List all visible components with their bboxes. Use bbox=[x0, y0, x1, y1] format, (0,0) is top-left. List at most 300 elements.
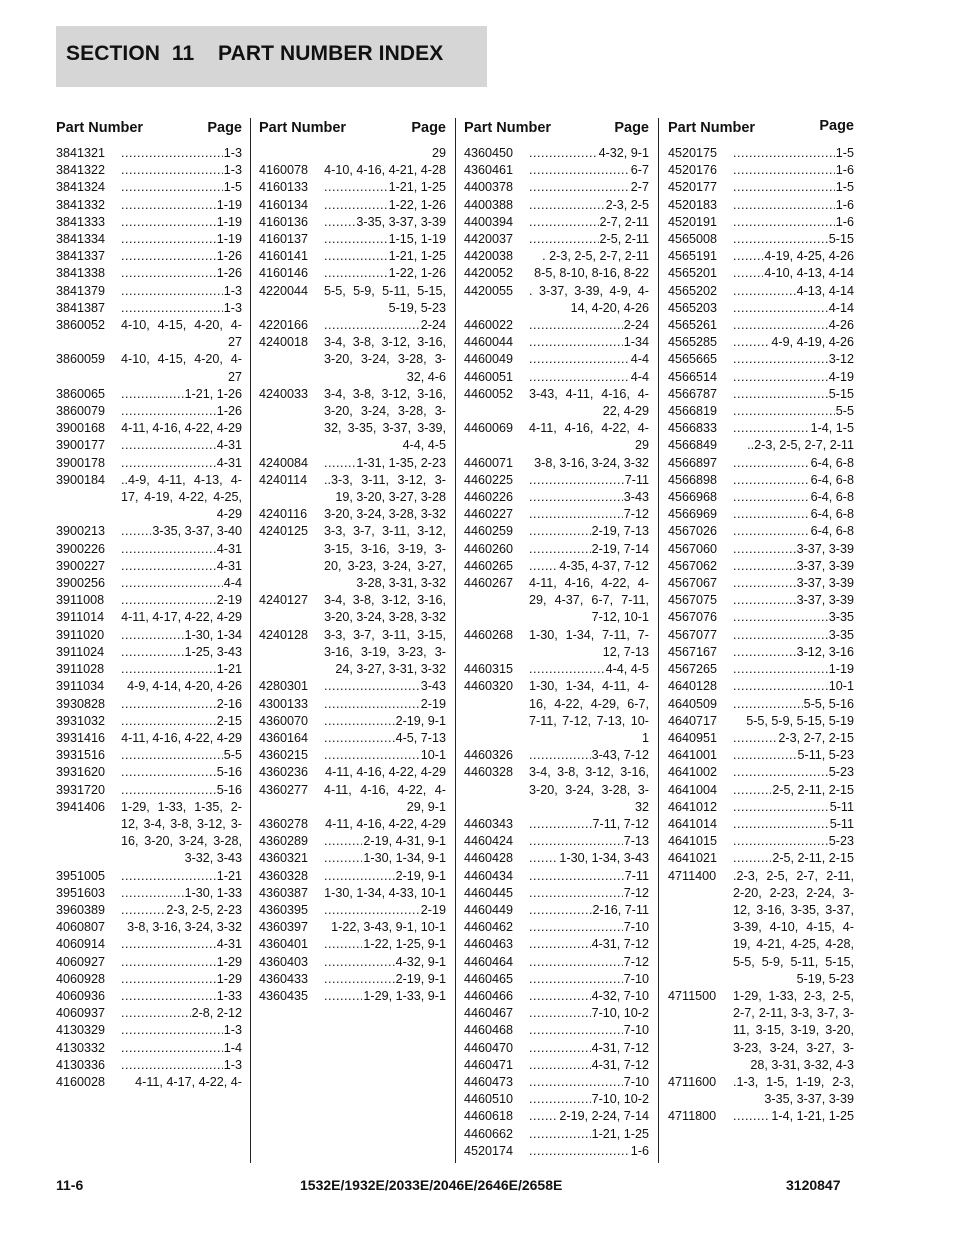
dot-leader bbox=[733, 592, 796, 609]
page-reference: 4-10, 4-16, 4-21, 4-28 bbox=[324, 163, 446, 178]
part-number: 4240116 bbox=[259, 507, 308, 522]
dot-leader bbox=[121, 782, 216, 799]
page-reference bbox=[529, 850, 649, 867]
index-row bbox=[668, 145, 854, 162]
page-reference bbox=[121, 868, 242, 885]
part-number: 4566833 bbox=[668, 421, 718, 436]
page-reference: 5-5, 5-9, 5-11, 5-15, 5-19, 5-23 bbox=[324, 283, 446, 315]
index-row bbox=[464, 351, 649, 368]
page-reference bbox=[121, 747, 242, 764]
index-row bbox=[56, 283, 242, 300]
page-text: 1-34 bbox=[623, 335, 649, 350]
index-row bbox=[668, 179, 854, 196]
page-text: 1-4, 1-5 bbox=[810, 421, 854, 436]
index-row bbox=[464, 575, 649, 627]
part-number: 4460434 bbox=[464, 868, 514, 883]
index-row bbox=[56, 403, 242, 420]
part-number: 4460468 bbox=[464, 1023, 514, 1038]
index-row bbox=[56, 1040, 242, 1057]
page-text: 2-19, 9-1 bbox=[395, 713, 446, 728]
part-number: 4240125 bbox=[259, 524, 309, 539]
column-header bbox=[56, 118, 242, 140]
index-row bbox=[56, 1022, 242, 1039]
page-text: 1-5 bbox=[835, 180, 854, 195]
page-reference bbox=[529, 1143, 649, 1160]
page-reference bbox=[121, 592, 242, 609]
part-number: 4565203 bbox=[668, 300, 718, 315]
part-number: 4460328 bbox=[464, 765, 514, 780]
part-number: 4360321 bbox=[259, 851, 309, 866]
page-reference bbox=[733, 283, 854, 300]
index-row bbox=[56, 644, 242, 661]
page-text: 5-15 bbox=[828, 386, 854, 401]
dot-leader bbox=[529, 145, 598, 162]
footer-doc-number: 3120847 bbox=[786, 1177, 841, 1193]
index-row bbox=[464, 1074, 649, 1091]
part-number: 4460462 bbox=[464, 920, 514, 935]
part-number: 4460226 bbox=[464, 490, 514, 505]
dot-leader bbox=[733, 523, 810, 540]
part-number: 4460227 bbox=[464, 507, 514, 522]
dot-leader bbox=[733, 799, 829, 816]
page-reference bbox=[121, 627, 242, 644]
dot-leader bbox=[121, 386, 184, 403]
dot-leader bbox=[529, 868, 624, 885]
page-text: 1-30, 1-33 bbox=[184, 885, 242, 900]
part-number: 4566969 bbox=[668, 507, 718, 522]
index-row bbox=[668, 627, 854, 644]
part-number: 4060937 bbox=[56, 1006, 106, 1021]
page-reference bbox=[733, 696, 854, 713]
page-reference bbox=[324, 231, 446, 248]
part-number: 4280301 bbox=[259, 679, 309, 694]
page-reference bbox=[324, 713, 446, 730]
index-row bbox=[56, 214, 242, 231]
page-reference bbox=[733, 197, 854, 214]
dot-leader bbox=[324, 850, 362, 867]
index-row bbox=[464, 558, 649, 575]
dot-leader bbox=[121, 523, 151, 540]
part-number: 4240033 bbox=[259, 386, 309, 401]
dot-leader bbox=[529, 162, 630, 179]
page-text: 4-31 bbox=[216, 455, 242, 470]
dot-leader bbox=[121, 541, 216, 558]
part-number: 4566819 bbox=[668, 404, 718, 419]
part-number: 4420038 bbox=[464, 249, 514, 264]
page-reference bbox=[733, 214, 854, 231]
page-reference bbox=[733, 162, 854, 179]
part-number: 4567077 bbox=[668, 627, 718, 642]
dot-leader bbox=[733, 558, 796, 575]
page-text: 1-3 bbox=[223, 300, 242, 315]
index-row bbox=[464, 816, 649, 833]
page-reference bbox=[121, 782, 242, 799]
dot-leader bbox=[324, 248, 388, 265]
part-number: 3930828 bbox=[56, 696, 106, 711]
page-reference bbox=[733, 764, 854, 781]
page-reference: 4-10, 4-15, 4-20, 4-27 bbox=[121, 318, 242, 350]
part-number: 4460069 bbox=[464, 421, 514, 436]
page-text: 7-11, 7-12 bbox=[592, 816, 649, 831]
page-text: 5-15 bbox=[828, 232, 854, 247]
dot-leader bbox=[324, 971, 395, 988]
part-number: 3841332 bbox=[56, 197, 106, 212]
page-text: 4-13, 4-14 bbox=[796, 283, 854, 298]
part-number: 4460424 bbox=[464, 834, 514, 849]
dot-leader bbox=[324, 868, 395, 885]
page-reference bbox=[121, 902, 242, 919]
dot-leader bbox=[733, 351, 828, 368]
dot-leader bbox=[121, 713, 216, 730]
page-reference bbox=[733, 558, 854, 575]
page-text: 4-31 bbox=[216, 541, 242, 556]
part-number: 4565008 bbox=[668, 232, 718, 247]
page-reference bbox=[121, 214, 242, 231]
dot-leader bbox=[733, 850, 771, 867]
part-number: 4641014 bbox=[668, 816, 718, 831]
dot-leader bbox=[121, 1057, 223, 1074]
index-row bbox=[464, 472, 649, 489]
dot-leader bbox=[529, 1091, 591, 1108]
dot-leader bbox=[121, 197, 216, 214]
part-number: 3951005 bbox=[56, 868, 106, 883]
index-row bbox=[668, 523, 854, 540]
dot-leader bbox=[121, 214, 216, 231]
page-text: 4-31 bbox=[216, 937, 242, 952]
header-part-number: Part Number bbox=[259, 120, 347, 136]
part-number: 4640128 bbox=[668, 679, 718, 694]
index-row bbox=[56, 885, 242, 902]
dot-leader bbox=[121, 902, 165, 919]
index-row bbox=[668, 248, 854, 265]
dot-leader bbox=[121, 764, 216, 781]
index-row bbox=[56, 300, 242, 317]
page-reference bbox=[324, 678, 446, 695]
part-number: 4641002 bbox=[668, 765, 718, 780]
page-reference bbox=[733, 420, 854, 437]
index-row bbox=[464, 627, 649, 661]
dot-leader bbox=[121, 1040, 223, 1057]
page-text: 2-16, 7-11 bbox=[592, 902, 649, 917]
header-part-number: Part Number bbox=[56, 120, 144, 136]
dot-leader bbox=[529, 936, 591, 953]
dot-leader bbox=[121, 592, 216, 609]
dot-leader bbox=[324, 730, 395, 747]
index-row bbox=[56, 575, 242, 592]
index-row bbox=[668, 472, 854, 489]
dot-leader bbox=[733, 300, 828, 317]
index-row bbox=[668, 575, 854, 592]
index-row bbox=[668, 833, 854, 850]
index-row bbox=[668, 782, 854, 799]
part-number: 4460051 bbox=[464, 369, 514, 384]
page-text: 6-4, 6-8 bbox=[810, 524, 854, 539]
index-row bbox=[56, 782, 242, 799]
index-row bbox=[464, 506, 649, 523]
page-reference bbox=[529, 162, 649, 179]
part-number: 4460326 bbox=[464, 748, 514, 763]
part-number: 3900178 bbox=[56, 455, 106, 470]
page-text: 7-10, 10-2 bbox=[591, 1092, 649, 1107]
part-number: 4565261 bbox=[668, 318, 718, 333]
index-row bbox=[56, 713, 242, 730]
page-reference bbox=[121, 386, 242, 403]
page-reference bbox=[733, 799, 854, 816]
part-number: 4460467 bbox=[464, 1006, 514, 1021]
page-reference bbox=[324, 971, 446, 988]
page-text: 1-6 bbox=[835, 163, 854, 178]
index-row bbox=[259, 919, 446, 936]
part-number: 4130329 bbox=[56, 1023, 106, 1038]
page-text: 4-4 bbox=[630, 369, 649, 384]
index-row bbox=[56, 162, 242, 179]
dot-leader bbox=[529, 351, 630, 368]
index-row bbox=[668, 678, 854, 695]
index-row bbox=[668, 730, 854, 747]
page-reference bbox=[733, 747, 854, 764]
part-number: 4060914 bbox=[56, 937, 106, 952]
page-reference bbox=[733, 334, 854, 351]
index-row bbox=[668, 334, 854, 351]
page-text: 1-21 bbox=[216, 662, 242, 677]
page-reference bbox=[733, 661, 854, 678]
dot-leader bbox=[121, 868, 216, 885]
part-number: 4565202 bbox=[668, 283, 718, 298]
page-text: 6-4, 6-8 bbox=[810, 507, 854, 522]
index-rows bbox=[464, 145, 649, 1160]
page-reference bbox=[529, 231, 649, 248]
part-number: 4460022 bbox=[464, 318, 514, 333]
dot-leader bbox=[529, 850, 558, 867]
page-reference bbox=[324, 988, 446, 1005]
page-text: 7-11 bbox=[624, 868, 649, 883]
page-reference bbox=[324, 850, 446, 867]
index-row bbox=[259, 885, 446, 902]
index-row bbox=[56, 386, 242, 403]
dot-leader bbox=[121, 661, 216, 678]
page-text: 2-3, 2-5 bbox=[605, 197, 649, 212]
dot-leader bbox=[529, 523, 591, 540]
index-row bbox=[259, 592, 446, 626]
index-row bbox=[668, 713, 854, 730]
dot-leader bbox=[529, 1126, 591, 1143]
part-number: 4360387 bbox=[259, 885, 309, 900]
page-text: 4-32, 9-1 bbox=[395, 954, 446, 969]
part-number: 4400388 bbox=[464, 197, 514, 212]
page-reference bbox=[121, 988, 242, 1005]
index-row bbox=[56, 678, 242, 695]
index-row bbox=[259, 816, 446, 833]
part-number: 4130336 bbox=[56, 1057, 106, 1072]
dot-leader bbox=[733, 541, 796, 558]
page-text: 4-31 bbox=[216, 558, 242, 573]
page-reference bbox=[121, 1057, 242, 1074]
index-row bbox=[668, 386, 854, 403]
page-text: 4-5, 7-13 bbox=[395, 730, 446, 745]
index-row bbox=[259, 334, 446, 386]
page-reference bbox=[733, 506, 854, 523]
dot-leader bbox=[324, 747, 420, 764]
dot-leader bbox=[733, 575, 796, 592]
page-text: 1-3 bbox=[223, 163, 242, 178]
page-reference: 3-4, 3-8, 3-12, 3-16, 3-20, 3-24, 3-28, 3-32 bbox=[324, 593, 446, 625]
part-number: 4060936 bbox=[56, 988, 106, 1003]
index-row bbox=[464, 936, 649, 953]
page-reference: .1-3, 1-5, 1-19, 2-3, 3-35, 3-37, 3-39 bbox=[733, 1074, 854, 1107]
index-row bbox=[668, 592, 854, 609]
page-reference bbox=[324, 455, 446, 472]
page-reference bbox=[324, 179, 446, 196]
page-text: 1-6 bbox=[630, 1143, 649, 1158]
dot-leader bbox=[121, 696, 216, 713]
index-row bbox=[56, 971, 242, 988]
page-text: 10-1 bbox=[828, 679, 854, 694]
header-page: Page bbox=[411, 120, 446, 136]
page-text: 5-5 bbox=[223, 748, 242, 763]
page-reference bbox=[529, 1057, 649, 1074]
part-number: 4520183 bbox=[668, 197, 718, 212]
page-text: 2-3, 2-7, 2-15 bbox=[778, 730, 854, 745]
part-number: 4460044 bbox=[464, 335, 514, 350]
page-reference: 8-5, 8-10, 8-16, 8-22 bbox=[534, 266, 649, 281]
page-text: 7-10, 10-2 bbox=[591, 1006, 649, 1021]
page-reference bbox=[733, 145, 854, 162]
index-row bbox=[56, 730, 242, 747]
page-text: 2-5, 2-11, 2-15 bbox=[772, 782, 854, 797]
part-number: 3911014 bbox=[56, 610, 105, 625]
index-row bbox=[668, 1074, 854, 1108]
header-part-number: Part Number bbox=[464, 120, 552, 136]
page-text: 1-22, 1-26 bbox=[388, 266, 446, 281]
dot-leader bbox=[733, 403, 835, 420]
index-row bbox=[56, 472, 242, 524]
index-row bbox=[464, 868, 649, 885]
index-row bbox=[464, 1057, 649, 1074]
page-text: 2-3, 2-5, 2-23 bbox=[166, 902, 242, 917]
index-row bbox=[259, 971, 446, 988]
index-row bbox=[668, 300, 854, 317]
page-reference bbox=[121, 541, 242, 558]
dot-leader bbox=[529, 317, 623, 334]
page-text: 1-21, 1-25 bbox=[388, 180, 446, 195]
dot-leader bbox=[733, 696, 803, 713]
dot-leader bbox=[121, 627, 184, 644]
page-text: 1-22, 1-25, 9-1 bbox=[363, 937, 446, 952]
index-row bbox=[464, 1022, 649, 1039]
index-row bbox=[259, 214, 446, 231]
dot-leader bbox=[733, 833, 828, 850]
index-rows bbox=[56, 145, 242, 1091]
page-reference: 29 bbox=[431, 146, 446, 160]
dot-leader bbox=[529, 833, 623, 850]
page-reference: ..2-3, 2-5, 2-7, 2-11 bbox=[747, 438, 854, 453]
page-text: 7-12 bbox=[623, 507, 649, 522]
page-text: 3-37, 3-39 bbox=[796, 558, 854, 573]
dot-leader bbox=[324, 936, 362, 953]
part-number: 3911034 bbox=[56, 679, 105, 694]
dot-leader bbox=[733, 179, 835, 196]
page-text: 2-15 bbox=[216, 713, 242, 728]
index-row bbox=[668, 747, 854, 764]
page-text: 3-12 bbox=[828, 352, 854, 367]
part-number: 3911028 bbox=[56, 662, 105, 677]
page-reference bbox=[529, 1005, 649, 1022]
part-number: 4420037 bbox=[464, 232, 514, 247]
dot-leader bbox=[121, 162, 223, 179]
page-text: 7-10 bbox=[623, 920, 649, 935]
part-number: 4520177 bbox=[668, 180, 718, 195]
page-reference: 3-8, 3-16, 3-24, 3-32 bbox=[127, 920, 242, 935]
dot-leader bbox=[324, 214, 355, 231]
page-text: 4-35, 4-37, 7-12 bbox=[559, 558, 649, 573]
page-reference bbox=[324, 954, 446, 971]
part-number: 3841387 bbox=[56, 300, 106, 315]
page-text: 4-4, 4-5 bbox=[605, 662, 649, 677]
part-number: 4360397 bbox=[259, 920, 309, 935]
page-reference bbox=[733, 575, 854, 592]
page-reference bbox=[733, 850, 854, 867]
index-row bbox=[259, 179, 446, 196]
part-number: 4460449 bbox=[464, 902, 514, 917]
part-number: 3860065 bbox=[56, 386, 106, 401]
page-reference bbox=[121, 575, 242, 592]
page-reference bbox=[121, 179, 242, 196]
page-reference bbox=[529, 1074, 649, 1091]
page-text: 2-19 bbox=[216, 593, 242, 608]
page-reference bbox=[529, 661, 649, 678]
page-reference bbox=[121, 248, 242, 265]
index-row bbox=[259, 317, 446, 334]
dot-leader bbox=[733, 420, 810, 437]
page-text: 2-19 bbox=[420, 902, 446, 917]
dot-leader bbox=[529, 1040, 591, 1057]
part-number: 4460510 bbox=[464, 1092, 514, 1107]
page-reference bbox=[529, 541, 649, 558]
page-text: 1-26 bbox=[216, 404, 242, 419]
dot-leader bbox=[121, 248, 216, 265]
index-row bbox=[56, 145, 242, 162]
page-reference bbox=[733, 300, 854, 317]
part-number: 4566849 bbox=[668, 438, 718, 453]
index-row bbox=[668, 197, 854, 214]
index-row bbox=[259, 696, 446, 713]
part-number: 4160137 bbox=[259, 232, 309, 247]
page-reference bbox=[324, 747, 446, 764]
part-number: 3900256 bbox=[56, 576, 106, 591]
part-number: 4567060 bbox=[668, 541, 718, 556]
part-number: 4460471 bbox=[464, 1057, 514, 1072]
index-row bbox=[259, 868, 446, 885]
page-reference bbox=[121, 283, 242, 300]
index-row bbox=[464, 1040, 649, 1057]
part-number: 3900177 bbox=[56, 438, 106, 453]
part-number: 4520175 bbox=[668, 146, 718, 160]
column-divider bbox=[658, 118, 659, 1163]
page-reference bbox=[733, 816, 854, 833]
header-page: Page bbox=[207, 120, 242, 136]
part-number: 4360164 bbox=[259, 730, 309, 745]
page-text: 6-4, 6-8 bbox=[810, 472, 854, 487]
page-text: 1-6 bbox=[835, 197, 854, 212]
part-number: 4360215 bbox=[259, 748, 309, 763]
page-reference: . 3-37, 3-39, 4-9, 4-14, 4-20, 4-26 bbox=[529, 283, 649, 315]
page-reference bbox=[529, 902, 649, 919]
index-row bbox=[668, 1108, 854, 1125]
page-text: 7-11 bbox=[624, 472, 649, 487]
page-text: 4-31 bbox=[216, 438, 242, 453]
index-row bbox=[56, 179, 242, 196]
page-reference bbox=[529, 179, 649, 196]
